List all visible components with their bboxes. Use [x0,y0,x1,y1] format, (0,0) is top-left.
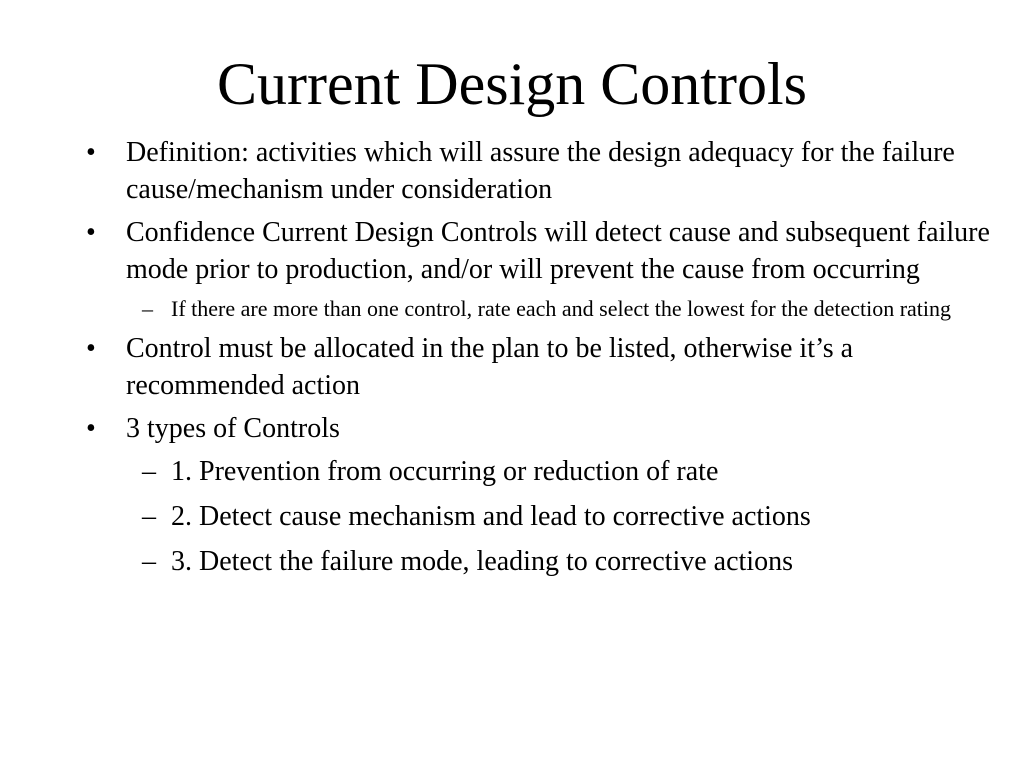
sub-bullet-item [86,294,996,324]
bullet-icon: • [86,217,96,248]
slide-title-text: Current Design Controls [217,51,807,117]
bullet-text: Confidence Current Design Controls will detect cause and subsequent failure mode prior to production, and/or will prevent the cause from occurring [126,217,990,285]
sub-bullet-item [86,543,996,580]
bullet-text: Definition: activities which will assure the design adequacy for the failure cause/mechanism under consideration [126,137,955,205]
bullet-text: Control must be allocated in the plan to be listed, otherwise it’s a recommended action [126,333,854,401]
sub-bullet-text: 1. Prevention from occurring or reduction of rate [171,456,719,487]
sub-bullet-text: 2. Detect cause mechanism and lead to corrective actions [171,501,811,532]
sub-bullet-item [86,453,996,490]
slide-title [0,48,1024,120]
dash-icon: – [142,456,156,487]
bullet-icon: • [86,333,96,364]
dash-icon: – [142,546,156,577]
sub-bullet-item [86,498,996,535]
bullet-item [86,214,996,288]
sub-bullet-text: 3. Detect the failure mode, leading to corrective actions [171,546,793,577]
bullet-item [86,134,996,208]
sub-bullet-text: If there are more than one control, rate each and select the lowest for the detection rating [171,296,952,321]
bullet-list [86,134,996,588]
bullet-icon: • [86,413,96,444]
bullet-text: 3 types of Controls [126,413,340,444]
bullet-item [86,410,996,447]
bullet-item [86,330,996,404]
dash-icon: – [142,296,153,321]
bullet-icon: • [86,137,96,168]
dash-icon: – [142,501,156,532]
